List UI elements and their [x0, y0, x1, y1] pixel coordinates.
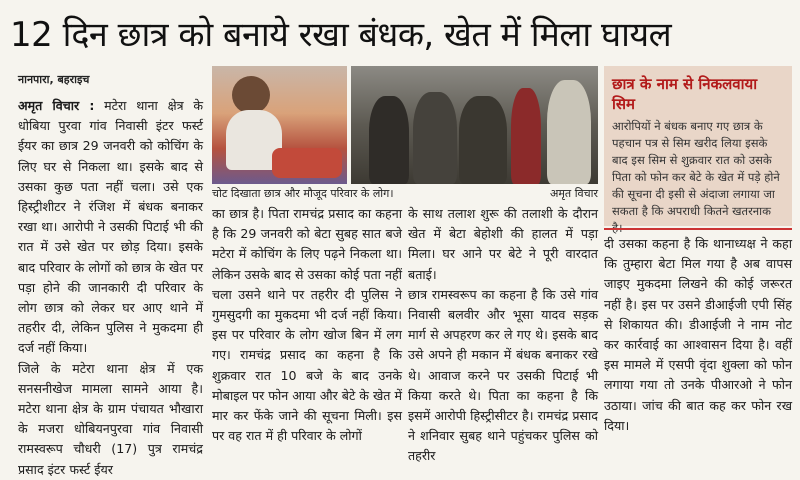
person-4 — [511, 88, 541, 184]
lead-label: अमृत विचार : — [18, 98, 95, 113]
figure-head — [232, 76, 270, 114]
photo-caption: चोट दिखाता छात्र और मौजूद परिवार के लोग। — [212, 187, 394, 200]
column-2-text: का छात्र है। पिता रामचंद्र प्रसाद का कहना है कि 29 जनवरी को बेटा सुबह सात बजे मटेरा में कोचिंग के लिए पढ़ने निकला था। लेकिन उसके बाद से उसका कोई पता नहीं चला उसने थाने पर तहरीर दी पुलिस ने गुमसुदगी का मुकदमा भी दर्ज नहीं किया। इस पर परिवार के लोग खोज बिन में लग गए। रामचंद्र प्रसाद का कहना है कि शुक्रवार रात 10 बजे के बाद उनके मोबाइल पर फोन आया और बेटे के खेत में मार कर फेंके जाने की सूचना मिली। इस पर वह रात में ही परिवार के लोगों — [212, 206, 402, 444]
dateline: नानपारा, बहराइच — [18, 73, 90, 86]
article-column-1 — [18, 96, 203, 477]
figure-cloth — [272, 148, 342, 178]
column-3-para-1: के साथ तलाश शुरू की तलाशी के दौरान खेत में बेटा बेहोशी की हालत में पड़ा मिला। घर आने पर बेटे ने पूरी वारदात बताई। — [408, 206, 598, 282]
article-column-4 — [604, 234, 792, 444]
headline: 12 दिन छात्र को बनाये रखा बंधक, खेत में मिला घायल — [10, 15, 672, 55]
person-2 — [413, 92, 457, 184]
column-1-para-2: जिले के मटेरा थाना क्षेत्र में एक सनसनीखेज मामला सामने आया है। मटेरा थाना क्षेत्र के ग्राम पंचायत भौखारा के मजरा धोबियनपुरवा गांव निवासी रामस्वरूप चौधरी (17) पुत्र रामचंद्र प्रसाद इंटर फर्स्ट ईयर — [18, 360, 203, 477]
student-photo — [212, 66, 347, 184]
column-3-para-2: छात्र रामस्वरूप का कहना है कि उसे गांव निवासी बलवीर और भूसा यादव सड़क मार्ग से अपहरण कर ले गए थे। इसके बाद उसे अपने ही मकान में बंधक बनाकर रखे थे। आवाज करने पर उसकी पिटाई भी किया करते थे। पिता का कहना है कि इसमें आरोपी हिस्ट्रीसीटर है। रामचंद्र प्रसाद ने शनिवार सुबह थाने पहुंचकर पुलिस को तहरीर — [408, 286, 598, 464]
sidebar-divider — [604, 228, 792, 230]
photo-credit: अमृत विचार — [549, 187, 598, 200]
person-1 — [369, 96, 409, 184]
family-photo — [351, 66, 598, 184]
article-column-2 — [212, 204, 402, 444]
person-5 — [547, 80, 591, 184]
column-4-text: दी उसका कहना है कि थानाध्यक्ष ने कहा कि तुम्हारा बेटा मिल गया है अब वापस जाइए मुकदमा लिखने की कोई जरूरत नहीं है। इस पर उसने डीआईजी एपी सिंह से शिकायत की। डीआईजी ने नाम नोट कर कार्रवाई का आश्वासन दिया है। वहीं इस मामले में एसपी वृंदा शुक्ला को फोन लगाया गया तो उनके पीआरओ ने फोन उठाया। जांच की बात कह कर फोन रख दिया। — [604, 236, 792, 433]
sidebar-body: आरोपियों ने बंधक बनाए गए छात्र के पहचान पत्र से सिम खरीद लिया इसके बाद इस सिम से शुक्रवार रात को उसके पिता को फोन कर बेटे के खेत में पड़े होने की सूचना दी इसी से अंदाजा लगाया जा सकता है कि अपराधी कितने खतरनाक — [612, 119, 780, 218]
column-1-para-1 — [18, 96, 203, 359]
sidebar-title: छात्र के नाम से निकलवाया सिम — [612, 75, 758, 113]
column-1-text-1: मटेरा थाना क्षेत्र के धोबिया पुरवा गांव निवासी इंटर फर्स्ट ईयर का छात्र 29 जनवरी को कोचिंग के लिए घर से निकला था। इसके बाद से उसका कुछ पता नहीं चला। उसे एक हिस्ट्रीशीटर ने रंजिश में बंधक बनाकर रखा था। आरोपी ने उसकी पिटाई भी की रात में उसे खेत पर छोड़ दिया। इसके बाद परिवार के लोगों को छात्र के खेत पर पड़ा होने की जानकारी दी परिवार के लोग छात्र को लेकर घर आए थाने में तहरीर दी, लेकिन पुलिस ने मुकदमा ही दर्ज नहीं किया। — [18, 98, 203, 356]
person-3 — [459, 96, 507, 184]
sidebar-box — [604, 66, 792, 226]
article-column-3 — [408, 204, 598, 464]
